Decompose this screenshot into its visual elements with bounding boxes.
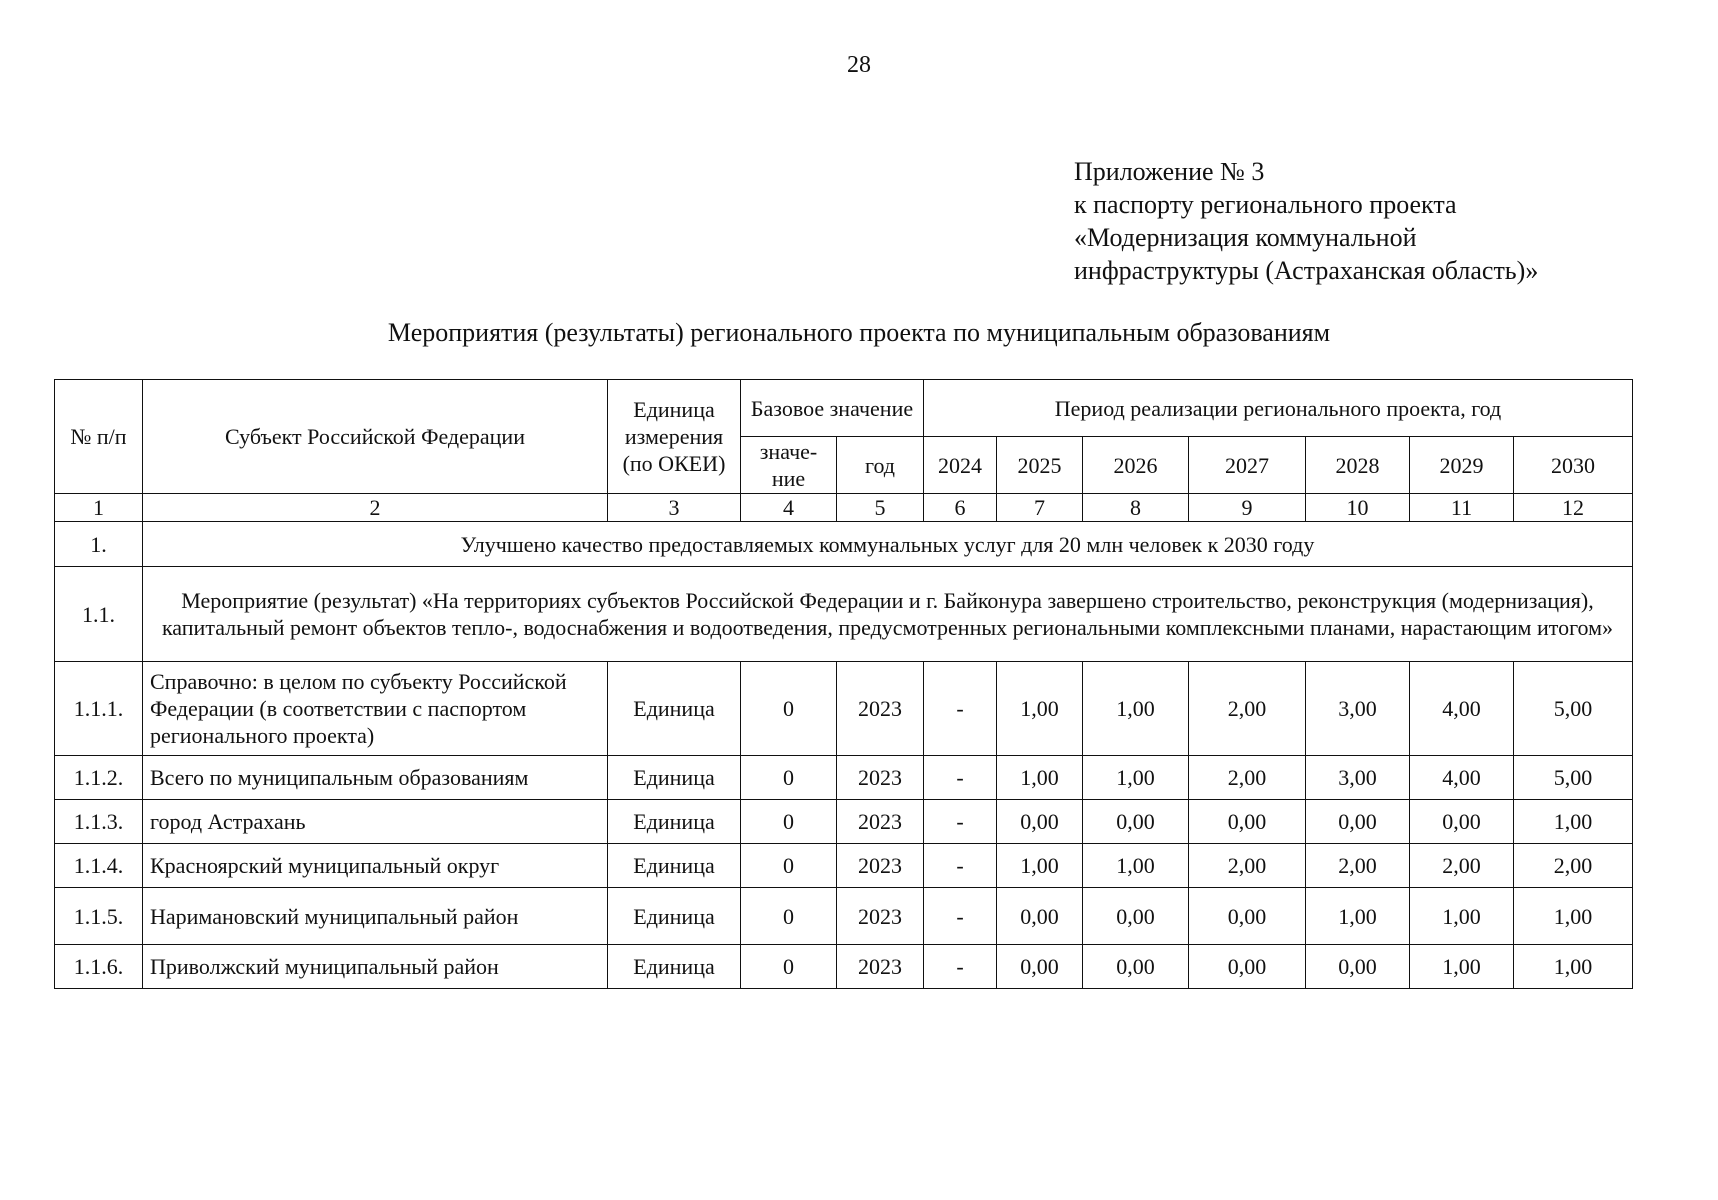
row-unit: Единица [608,800,741,844]
row-base-value: 0 [741,945,837,989]
row-base-year: 2023 [837,945,924,989]
row-base-value: 0 [741,662,837,756]
row-year-value: 1,00 [1514,945,1633,989]
row-year-value: 0,00 [1410,800,1514,844]
table-row [55,844,1633,888]
table-row [55,888,1633,945]
event-num: 1.1. [55,567,143,662]
appendix-line: «Модернизация коммунальной [1074,223,1417,252]
row-year-value: 3,00 [1306,756,1410,800]
row-unit: Единица [608,888,741,945]
row-unit: Единица [608,756,741,800]
row-year-value: 2,00 [1189,844,1306,888]
row-year-value: 4,00 [1410,756,1514,800]
row-year-value: 0,00 [1306,945,1410,989]
row-base-value: 0 [741,756,837,800]
row-base-year: 2023 [837,800,924,844]
results-table [54,379,1633,989]
row-year-value: 0,00 [997,945,1083,989]
row-subject: Всего по муниципальным образованиям [143,756,608,800]
row-num: 1.1.5. [55,888,143,945]
row-year-value: 2,00 [1306,844,1410,888]
row-year-value: - [924,945,997,989]
header-base-year: год [837,437,924,494]
row-year-value: 0,00 [997,800,1083,844]
header-unit: Единица измерения (по ОКЕИ) [608,380,741,494]
row-year-value: 2,00 [1189,662,1306,756]
row-year-value: 1,00 [1410,945,1514,989]
column-number-row [55,494,1633,522]
header-num: № п/п [55,380,143,494]
appendix-block [1074,155,1538,287]
column-number: 3 [608,494,741,522]
row-year-value: 1,00 [997,844,1083,888]
appendix-line: к паспорту регионального проекта [1074,190,1457,219]
row-year-value: 1,00 [1514,800,1633,844]
column-number: 11 [1410,494,1514,522]
column-number: 1 [55,494,143,522]
row-year-value: 5,00 [1514,662,1633,756]
row-year-value: 2,00 [1514,844,1633,888]
section-num: 1. [55,522,143,567]
row-year-value: 1,00 [1514,888,1633,945]
column-number: 9 [1189,494,1306,522]
row-subject: Приволжский муниципальный район [143,945,608,989]
row-subject: город Астрахань [143,800,608,844]
header-base-value: значе-ние [741,437,837,494]
row-year-value: 1,00 [1083,662,1189,756]
event-row [55,567,1633,662]
column-number: 12 [1514,494,1633,522]
row-year-value: - [924,800,997,844]
row-subject: Красноярский муниципальный округ [143,844,608,888]
row-year-value: 3,00 [1306,662,1410,756]
appendix-line: инфраструктуры (Астраханская область)» [1074,256,1539,285]
row-unit: Единица [608,844,741,888]
row-unit: Единица [608,662,741,756]
column-number: 7 [997,494,1083,522]
row-year-value: 1,00 [1083,844,1189,888]
table-row [55,945,1633,989]
column-number: 10 [1306,494,1410,522]
row-year-value: 2,00 [1189,756,1306,800]
column-number: 4 [741,494,837,522]
header-base: Базовое значение [741,380,924,437]
row-num: 1.1.4. [55,844,143,888]
row-base-year: 2023 [837,844,924,888]
row-year-value: 0,00 [1189,945,1306,989]
header-year: 2027 [1189,437,1306,494]
page-number: 28 [847,52,871,78]
row-base-value: 0 [741,844,837,888]
row-year-value: 1,00 [1083,756,1189,800]
section-text: Улучшено качество предоставляемых коммунальных услуг для 20 млн человек к 2030 году [143,522,1633,567]
column-number: 5 [837,494,924,522]
row-year-value: 0,00 [1189,888,1306,945]
table-row [55,662,1633,756]
row-unit: Единица [608,945,741,989]
row-year-value: 1,00 [1306,888,1410,945]
row-year-value: - [924,844,997,888]
event-text: Мероприятие (результат) «На территориях субъектов Российской Федерации и г. Байконура завершено строительство, реконструкция (модернизация), капитальный ремонт объектов тепло-, водоснабжения и водоотведения, предусмотренных региональными комплексными планами, нарастающим итогом» [143,567,1633,662]
column-number: 6 [924,494,997,522]
header-period: Период реализации регионального проекта, год [924,380,1633,437]
header-year: 2024 [924,437,997,494]
row-base-year: 2023 [837,756,924,800]
header-year: 2030 [1514,437,1633,494]
row-year-value: 0,00 [1083,888,1189,945]
row-year-value: 0,00 [1083,800,1189,844]
row-subject: Справочно: в целом по субъекту Российской Федерации (в соответствии с паспортом регионального проекта) [143,662,608,756]
table-row [55,756,1633,800]
row-year-value: 0,00 [1083,945,1189,989]
appendix-line: Приложение № 3 [1074,157,1265,186]
row-year-value: 4,00 [1410,662,1514,756]
row-year-value: 0,00 [997,888,1083,945]
header-year: 2028 [1306,437,1410,494]
row-year-value: 5,00 [1514,756,1633,800]
row-base-year: 2023 [837,888,924,945]
row-year-value: 2,00 [1410,844,1514,888]
column-number: 8 [1083,494,1189,522]
row-year-value: 1,00 [997,662,1083,756]
header-year: 2026 [1083,437,1189,494]
row-year-value: - [924,756,997,800]
header-year: 2029 [1410,437,1514,494]
header-year: 2025 [997,437,1083,494]
row-base-value: 0 [741,888,837,945]
row-subject: Наримановский муниципальный район [143,888,608,945]
row-base-value: 0 [741,800,837,844]
header-row-top [55,380,1633,437]
document-title: Мероприятия (результаты) регионального проекта по муниципальным образованиям [387,318,1331,347]
row-num: 1.1.2. [55,756,143,800]
row-num: 1.1.6. [55,945,143,989]
row-year-value: - [924,662,997,756]
header-subject: Субъект Российской Федерации [143,380,608,494]
column-number: 2 [143,494,608,522]
row-year-value: 0,00 [1306,800,1410,844]
row-year-value: 1,00 [1410,888,1514,945]
row-num: 1.1.3. [55,800,143,844]
section-row [55,522,1633,567]
row-num: 1.1.1. [55,662,143,756]
row-base-year: 2023 [837,662,924,756]
row-year-value: - [924,888,997,945]
row-year-value: 0,00 [1189,800,1306,844]
table-row [55,800,1633,844]
data-rows [55,662,1633,989]
row-year-value: 1,00 [997,756,1083,800]
